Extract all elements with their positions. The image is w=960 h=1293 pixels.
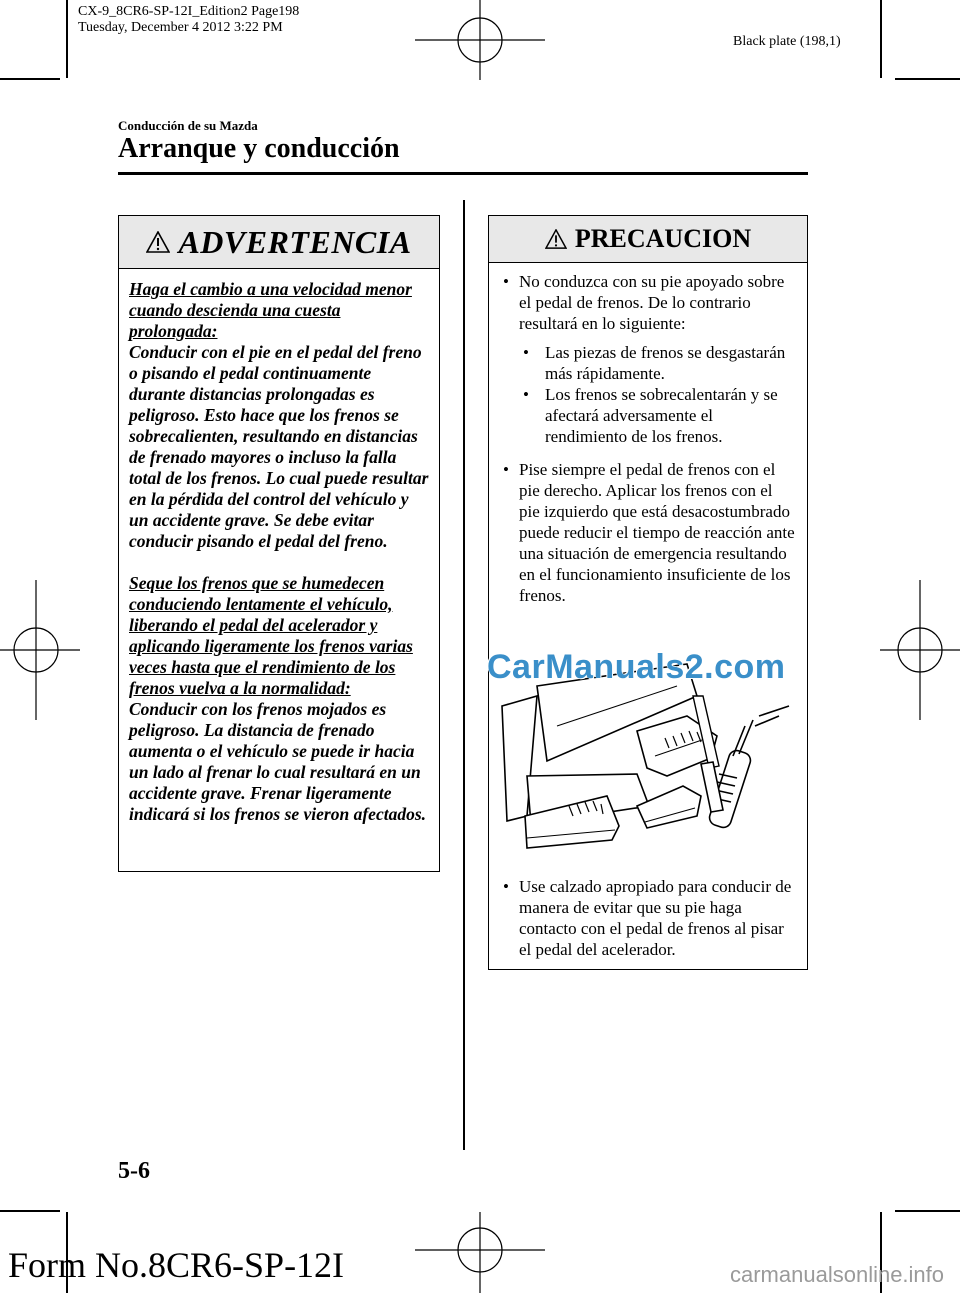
- warning-header: [119, 216, 439, 269]
- warning-text-downhill: Conducir con el pie en el pedal del freno o pisando el pedal continuamente durante distancias prolongadas es peligroso. Esto hace que los frenos se sobrecalienten, resultando en distancias de frenado mayores o incluso la falla total de los frenos. Lo cual puede resultar en la pérdida del control del vehículo y un accidente grave. Se debe evitar conducir pisando el pedal del freno.: [129, 342, 429, 551]
- caution-subitem-wear: • Las piezas de frenos se desgastarán más rápidamente.: [523, 343, 786, 383]
- caution-body: [489, 263, 807, 606]
- caution-subitem-overheat: • Los frenos se sobrecalentarán y se afectará adversamente el rendimiento de los frenos.: [523, 385, 778, 446]
- caution-item-footwear: • Use calzado apropiado para conducir de manera de evitar que su pie haga contacto con el pedal de frenos al pisar el pedal del acelerador.: [503, 877, 792, 959]
- watermark-carmanualsonline: carmanualsonline.info: [730, 1262, 945, 1287]
- crop-mark: [895, 78, 960, 80]
- caution-title: PRECAUCION: [574, 224, 752, 253]
- crop-mark: [895, 1210, 960, 1212]
- registration-mark-bottom-icon: [415, 1212, 545, 1293]
- heading-rule: [118, 172, 808, 175]
- section-label: Conducción de su Mazda: [118, 118, 258, 133]
- caution-item-right-foot: • Pise siempre el pedal de frenos con el pie derecho. Aplicar los frenos con el pie izquierdo que está desacostumbrado puede reducir el tiempo de reacción ante una situación de emergencia resultando en el funcionamiento insuficiente de los frenos.: [503, 460, 795, 605]
- warning-title: ADVERTENCIA: [178, 223, 412, 260]
- warning-heading-downhill: Haga el cambio a una velocidad menor cuando descienda una cuesta prolongada:: [129, 279, 412, 341]
- page-number: 5-6: [118, 1158, 150, 1184]
- watermark-carmanuals2: CarManuals2.com: [487, 648, 786, 686]
- page-title: Arranque y conducción: [118, 133, 400, 164]
- warning-triangle-icon: [146, 231, 170, 253]
- crop-mark: [0, 1210, 60, 1212]
- column-divider: [463, 200, 465, 1150]
- registration-mark-right-icon: [880, 580, 960, 720]
- caution-item-foot-rest: • No conduzca con su pie apoyado sobre el pedal de frenos. De lo contrario resultará en lo siguiente:: [503, 272, 785, 333]
- warning-text-wet-brakes: Conducir con los frenos mojados es peligroso. La distancia de frenado aumenta o el vehículo se puede ir hacia un lado al frenar lo cual resultará en un accidente grave. Frenar ligeramente indicará si los frenos se vieron afectados.: [129, 699, 427, 824]
- crop-mark: [880, 0, 882, 78]
- caution-body-lower: [489, 876, 807, 960]
- crop-mark: [0, 78, 60, 80]
- crop-mark: [66, 0, 68, 78]
- warning-body: [119, 269, 439, 835]
- form-number: Form No.8CR6-SP-12I: [8, 1245, 345, 1285]
- caution-box: [488, 215, 808, 970]
- caution-header: [489, 216, 807, 263]
- print-date-line: Tuesday, December 4 2012 3:22 PM: [78, 20, 283, 35]
- black-plate-label: Black plate (198,1): [733, 34, 841, 49]
- warning-triangle-icon: [545, 229, 567, 249]
- warning-box: [118, 215, 440, 872]
- print-file-line: CX-9_8CR6-SP-12I_Edition2 Page198: [78, 4, 300, 19]
- registration-mark-top-icon: [415, 0, 545, 80]
- warning-heading-wet-brakes: Seque los frenos que se humedecen conduciendo lentamente el vehículo, liberando el pedal del acelerador y aplicando ligeramente los frenos varias veces hasta que el rendimiento de los frenos vuelva a la normalidad:: [129, 573, 413, 698]
- registration-mark-left-icon: [0, 580, 80, 720]
